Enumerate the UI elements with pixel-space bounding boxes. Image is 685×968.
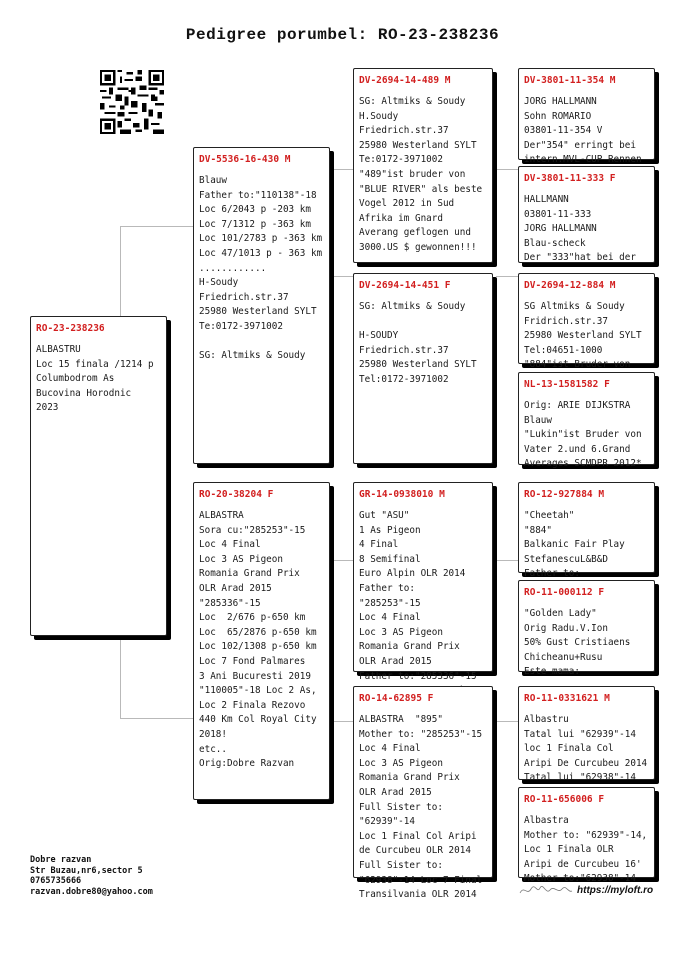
pigeon-card-dds xyxy=(518,686,655,784)
pigeon-details: JORG HALLMANN Sohn ROMARIO 03801-11-354 V Der"354" erringt bei intern.MVL-CUP Rennen xyxy=(524,96,642,166)
pigeon-details: Albastra Mother to: "62939"-14, Loc 1 Finala OLR Aripi de Curcubeu 16' Mother to:"62938"-14 xyxy=(524,815,648,885)
pigeon-ring-number: DV-5536-16-430 M xyxy=(199,154,291,165)
pigeon-details: SG: Altmiks & Soudy H.Soudy Friedrich.str.37 25980 Westerland SYLT Te:0172-3971002 "489"ist bruder von "BLUE RIVER" als beste Vogel 2012 in Sud Afrika im Gnard Averang geflogen und 3000.US $ gewonnen!!! xyxy=(359,96,483,253)
connector-line xyxy=(120,226,121,318)
pigeon-details: Orig: ARIE DIJKSTRA Blauw "Lukin"ist Bruder von Vater 2.und 6.Grand Averages SCMDPR 2012* xyxy=(524,400,642,470)
connector-line xyxy=(496,560,518,561)
pigeon-details: Albastru Tatal lui "62939"-14 loc 1 Finala Col Aripi De Curcubeu 2014 Tatal lui "62938"-14 xyxy=(524,714,648,784)
website-link[interactable]: https://myloft.ro xyxy=(577,885,654,896)
pigeon-card-dam xyxy=(193,482,330,800)
pigeon-card-dam-sire xyxy=(353,482,493,682)
pigeon-card-ddd xyxy=(518,787,655,885)
signature-icon xyxy=(518,882,574,898)
pigeon-card-sdd xyxy=(518,372,655,470)
pigeon-ring-number: DV-3801-11-333 F xyxy=(524,173,616,184)
pigeon-card-dsd xyxy=(518,580,655,678)
pigeon-card-sire xyxy=(193,147,330,464)
pigeon-details: "Golden Lady" Orig Radu.V.Ion 50% Gust Cristiaens Chicheanu+Rusu Este mama: xyxy=(524,608,631,678)
pigeon-card-dss xyxy=(518,482,655,580)
connector-line xyxy=(120,226,193,227)
qr-code xyxy=(100,70,164,134)
pigeon-card-main xyxy=(30,316,167,636)
pigeon-ring-number: RO-11-656006 F xyxy=(524,794,605,805)
connector-line xyxy=(496,276,518,277)
connector-line xyxy=(331,560,353,561)
pigeon-ring-number: DV-2694-14-489 M xyxy=(359,75,451,86)
pigeon-ring-number: RO-11-000112 F xyxy=(524,587,605,598)
pigeon-details: ALBASTRA Sora cu:"285253"-15 Loc 4 Final Loc 3 AS Pigeon Romania Grand Prix OLR Arad 2015 "285336"-15 Loc 2/676 p-650 km Loc 65/2876 p-650 km Loc 102/1308 p-650 km Loc 7 Fond Palmares 3 Ani Bucuresti 2019 "110005"-18 Loc 2 As, Loc 2 Finala Rezovo 440 Km Col Royal City 2018! etc.. Orig:Dobre Razvan xyxy=(199,510,317,770)
connector-line xyxy=(496,721,518,722)
pigeon-details: SG: Altmiks & Soudy H-SOUDY Friedrich.str.37 25980 Westerland SYLT Tel:0172-3971002 xyxy=(359,301,477,385)
connector-line xyxy=(331,560,332,722)
pigeon-details: "Cheetah" "884" Balkanic Fair Play StefanescuL&B&D Father to: xyxy=(524,510,625,580)
pigeon-card-sire-sire xyxy=(353,68,493,263)
pigeon-details: Blauw Father to:"110138"-18 Loc 6/2043 p -203 km Loc 7/1312 p -363 km Loc 101/2783 p -363 km Loc 47/1013 p - 363 km ............ H-Soudy Friedrich.str.37 25980 Westerland SYLT Te:0172-3971002 SG: Altmiks & Soudy xyxy=(199,175,323,362)
pigeon-card-sss xyxy=(518,68,655,166)
connector-line xyxy=(331,169,332,277)
pigeon-ring-number: RO-11-0331621 M xyxy=(524,693,610,704)
pigeon-card-ssd xyxy=(518,166,655,263)
connector-line xyxy=(496,169,518,170)
connector-line xyxy=(331,721,353,722)
pigeon-ring-number: DV-3801-11-354 M xyxy=(524,75,616,86)
pigeon-card-dam-dam xyxy=(353,686,493,901)
connector-line xyxy=(331,276,353,277)
page-title: Pedigree porumbel: RO-23-238236 xyxy=(185,26,500,44)
connector-line xyxy=(120,634,121,718)
owner-contact: Dobre razvan Str Buzau,nr6,sector 5 0765735666 razvan.dobre80@yahoo.com xyxy=(30,855,153,897)
pigeon-details: Gut "ASU" 1 As Pigeon 4 Final 8 Semifinal Euro Alpin OLR 2014 Father to: "285253"-15 Loc 4 Final Loc 3 AS Pigeon Romania Grand Prix OLR Arad 2015 Father to:"285336"-15 xyxy=(359,510,477,682)
pigeon-ring-number: GR-14-0938010 M xyxy=(359,489,445,500)
connector-line xyxy=(120,718,193,719)
connector-line xyxy=(331,169,353,170)
pigeon-details: ALBASTRA "895" Mother to: "285253"-15 Loc 4 Final Loc 3 AS Pigeon Romania Grand Prix OLR Arad 2015 Full Sister to: "62939"-14 Loc 1 Final Col Aripi de Curcubeu OLR 2014 Full Sister to: "62938"-14 Loc 7 Final Transilvania OLR 2014 xyxy=(359,714,483,901)
pigeon-details: SG Altmiks & Soudy Fridrich.str.37 25980 Westerland SYLT Tel:04651-1000 "884"ist Bruder von xyxy=(524,301,642,371)
pigeon-ring-number: RO-12-927884 M xyxy=(524,489,605,500)
pigeon-ring-number: DV-2694-14-451 F xyxy=(359,280,451,291)
pigeon-ring-number: RO-20-38204 F xyxy=(199,489,274,500)
pigeon-details: ALBASTRU Loc 15 finala /1214 p Columbodrom As Bucovina Horodnic 2023 xyxy=(36,344,154,414)
pigeon-details: HALLMANN 03801-11-333 JORG HALLMANN Blau-scheck Der "333"hat bei der xyxy=(524,194,636,264)
pigeon-ring-number: RO-23-238236 xyxy=(36,323,105,334)
pigeon-card-sds xyxy=(518,273,655,371)
pigeon-ring-number: NL-13-1581582 F xyxy=(524,379,610,390)
pigeon-card-sire-dam xyxy=(353,273,493,464)
pigeon-ring-number: DV-2694-12-884 M xyxy=(524,280,616,291)
pigeon-ring-number: RO-14-62895 F xyxy=(359,693,434,704)
